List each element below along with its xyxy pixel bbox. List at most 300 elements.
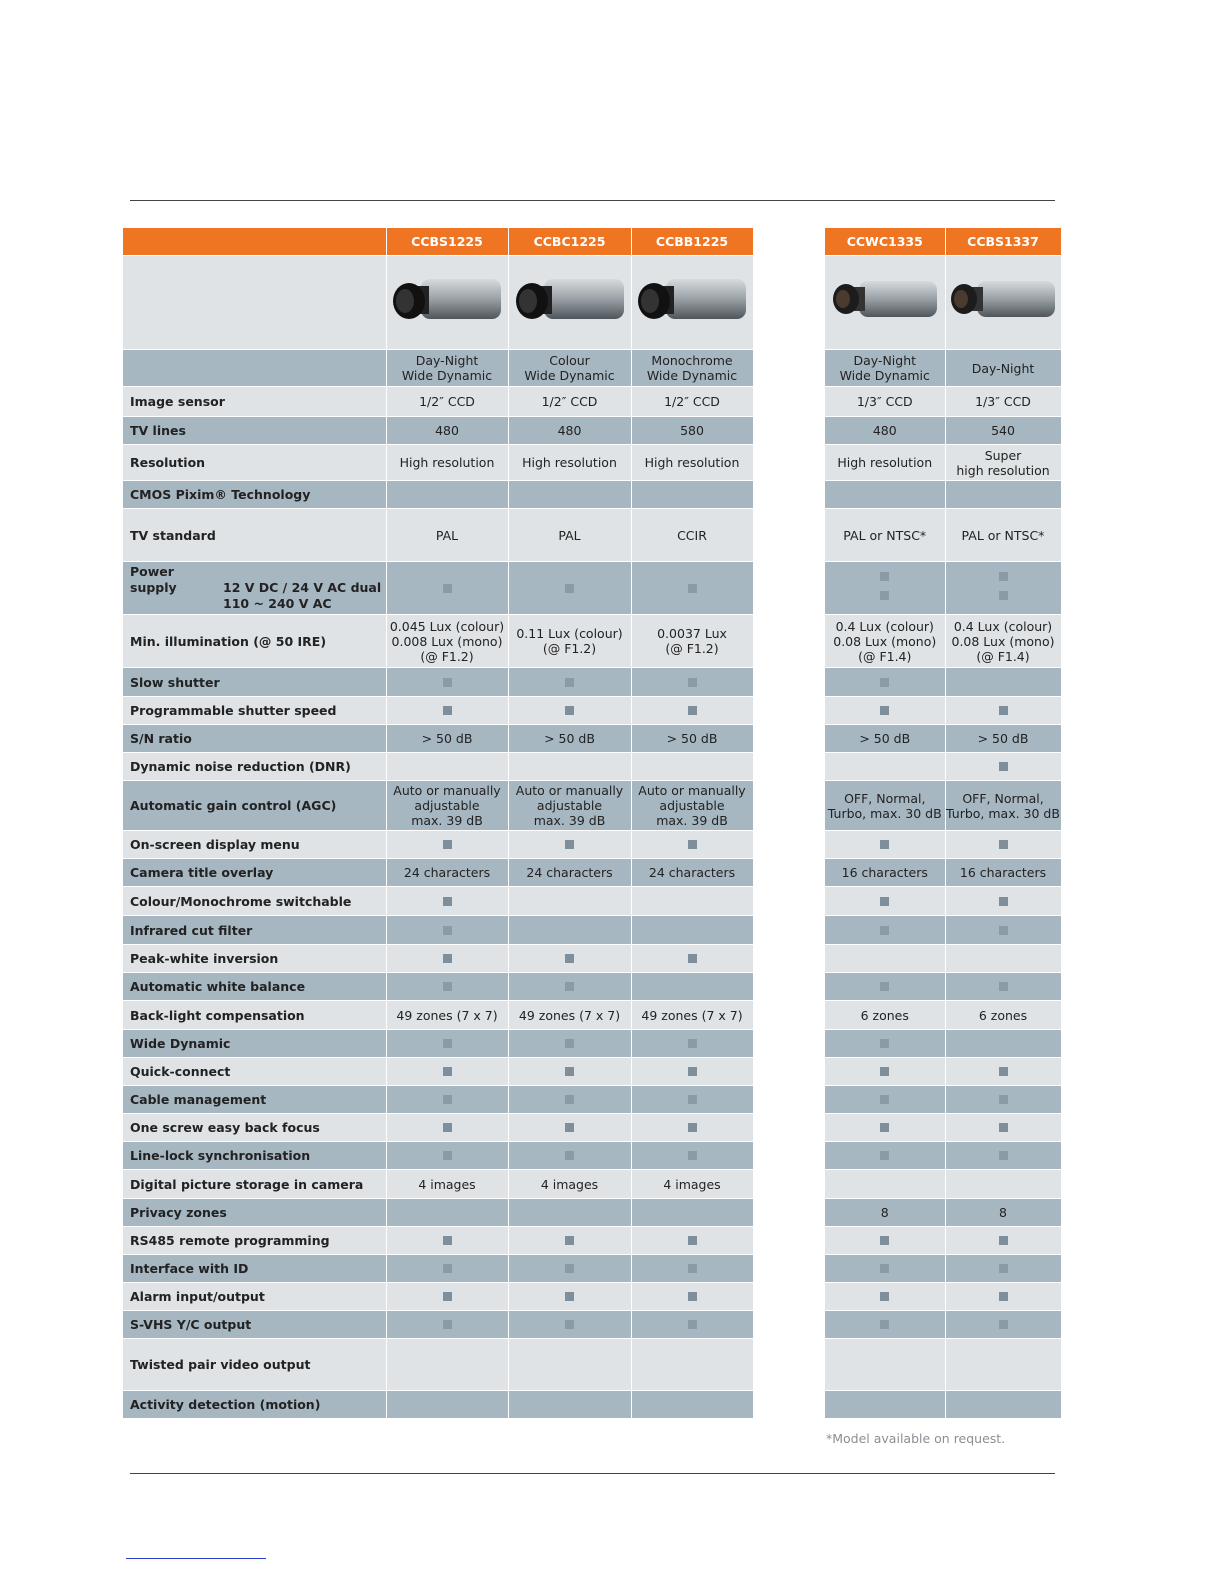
feature-marker <box>443 1151 452 1160</box>
spec-cell: 8 <box>945 1199 1061 1227</box>
spec-row <box>123 1199 1061 1227</box>
spec-cell <box>386 1142 508 1170</box>
spec-cell <box>631 697 753 725</box>
spec-cell <box>825 887 945 916</box>
spec-label: Back-light compensation <box>123 1001 386 1030</box>
spec-row <box>123 831 1061 859</box>
feature-marker <box>565 1236 574 1245</box>
spec-cell <box>825 831 945 859</box>
spec-row <box>123 562 1061 615</box>
spec-label: Quick-connect <box>123 1058 386 1086</box>
spec-cell: 49 zones (7 x 7) <box>386 1001 508 1030</box>
spec-cell <box>631 1227 753 1255</box>
feature-marker <box>443 1264 452 1273</box>
camera-icon <box>514 273 626 329</box>
spec-cell: 0.4 Lux (colour) 0.08 Lux (mono) (@ F1.4) <box>825 615 945 668</box>
spec-cell <box>631 1391 753 1419</box>
spec-row <box>123 1227 1061 1255</box>
spec-cell: PAL <box>386 509 508 562</box>
feature-marker <box>565 1067 574 1076</box>
spec-row <box>123 1255 1061 1283</box>
camera-icon <box>947 273 1059 329</box>
feature-marker <box>880 1264 889 1273</box>
feature-marker <box>565 1123 574 1132</box>
feature-marker <box>443 1123 452 1132</box>
spec-cell: OFF, Normal, Turbo, max. 30 dB <box>825 781 945 831</box>
spec-label: TV lines <box>123 417 386 445</box>
spec-cell <box>386 668 508 697</box>
spec-cell <box>508 887 631 916</box>
spec-cell: 480 <box>825 417 945 445</box>
spec-cell: > 50 dB <box>508 725 631 753</box>
spec-cell <box>386 1030 508 1058</box>
spec-cell <box>631 1142 753 1170</box>
spec-row <box>123 668 1061 697</box>
spec-row <box>123 481 1061 509</box>
feature-marker <box>443 897 452 906</box>
spec-cell: 6 zones <box>825 1001 945 1030</box>
spec-cell <box>825 1058 945 1086</box>
spec-cell: 480 <box>508 417 631 445</box>
feature-marker <box>565 840 574 849</box>
spec-row <box>123 1283 1061 1311</box>
spec-cell <box>945 1114 1061 1142</box>
feature-marker <box>999 897 1008 906</box>
variant-cell: Day-Night Wide Dynamic <box>386 350 508 387</box>
spec-cell: Auto or manually adjustable max. 39 dB <box>631 781 753 831</box>
model-header: CCWC1335 <box>825 228 945 256</box>
spec-label: Programmable shutter speed <box>123 697 386 725</box>
spec-cell: 4 images <box>508 1170 631 1199</box>
model-header: CCBB1225 <box>631 228 753 256</box>
spec-cell <box>631 1030 753 1058</box>
spec-row <box>123 1001 1061 1030</box>
feature-marker <box>880 1320 889 1329</box>
spec-row <box>123 887 1061 916</box>
camera-image <box>825 256 945 350</box>
spec-label <box>123 562 386 615</box>
spec-row <box>123 1030 1061 1058</box>
top-rule <box>130 200 1055 201</box>
feature-marker <box>880 840 889 849</box>
spec-cell: 480 <box>386 417 508 445</box>
spec-cell <box>825 1170 945 1199</box>
spec-label: Automatic white balance <box>123 973 386 1001</box>
spec-label: One screw easy back focus <box>123 1114 386 1142</box>
spec-cell <box>386 945 508 973</box>
spec-cell <box>508 562 631 615</box>
feature-marker <box>999 572 1008 581</box>
spec-cell <box>386 697 508 725</box>
feature-marker <box>443 1095 452 1104</box>
spec-label: S-VHS Y/C output <box>123 1311 386 1339</box>
feature-marker <box>880 1151 889 1160</box>
spec-cell <box>945 1391 1061 1419</box>
feature-marker <box>688 1095 697 1104</box>
spec-cell <box>945 753 1061 781</box>
spec-cell <box>386 1255 508 1283</box>
spec-cell: 49 zones (7 x 7) <box>508 1001 631 1030</box>
spec-cell <box>508 1142 631 1170</box>
variant-cell: Day-Night Wide Dynamic <box>825 350 945 387</box>
spec-cell <box>945 668 1061 697</box>
spec-cell <box>508 1199 631 1227</box>
feature-marker <box>688 706 697 715</box>
feature-marker <box>880 1039 889 1048</box>
spec-row <box>123 916 1061 945</box>
feature-marker <box>443 1320 452 1329</box>
feature-marker <box>880 572 889 581</box>
spec-cell: High resolution <box>386 445 508 481</box>
spec-label: Automatic gain control (AGC) <box>123 781 386 831</box>
feature-marker <box>880 678 889 687</box>
spec-cell <box>945 1170 1061 1199</box>
variant-cell: Monochrome Wide Dynamic <box>631 350 753 387</box>
feature-marker <box>688 1039 697 1048</box>
spec-cell: 1/2″ CCD <box>386 387 508 417</box>
spec-cell: 0.0037 Lux (@ F1.2) <box>631 615 753 668</box>
spec-table <box>123 228 1062 1419</box>
spec-row <box>123 973 1061 1001</box>
feature-marker <box>688 1264 697 1273</box>
feature-marker <box>688 584 697 593</box>
spec-cell: 24 characters <box>386 859 508 887</box>
spec-cell <box>825 945 945 973</box>
feature-marker <box>443 926 452 935</box>
spec-cell: High resolution <box>631 445 753 481</box>
variant-cell: Colour Wide Dynamic <box>508 350 631 387</box>
feature-marker <box>443 1067 452 1076</box>
spec-cell <box>631 1255 753 1283</box>
feature-marker <box>688 840 697 849</box>
spec-cell <box>945 887 1061 916</box>
spec-cell <box>508 1391 631 1419</box>
camera-image <box>508 256 631 350</box>
spec-label: Cable management <box>123 1086 386 1114</box>
spec-cell <box>825 1391 945 1419</box>
spec-cell <box>631 831 753 859</box>
spec-cell <box>631 1283 753 1311</box>
spec-cell <box>386 1058 508 1086</box>
spec-cell: 16 characters <box>825 859 945 887</box>
feature-marker <box>565 1151 574 1160</box>
spec-cell <box>945 1142 1061 1170</box>
spec-cell <box>508 973 631 1001</box>
feature-marker <box>999 1292 1008 1301</box>
feature-marker <box>688 1236 697 1245</box>
spec-cell <box>945 1086 1061 1114</box>
spec-cell: Auto or manually adjustable max. 39 dB <box>386 781 508 831</box>
spec-cell <box>386 1311 508 1339</box>
photo-row <box>123 256 1061 350</box>
feature-marker <box>999 840 1008 849</box>
spec-cell <box>825 697 945 725</box>
spec-row <box>123 387 1061 417</box>
spec-row <box>123 1058 1061 1086</box>
feature-marker <box>880 1292 889 1301</box>
spec-cell <box>631 562 753 615</box>
spec-cell <box>386 916 508 945</box>
spec-cell: Auto or manually adjustable max. 39 dB <box>508 781 631 831</box>
spec-row <box>123 1142 1061 1170</box>
feature-marker <box>688 1320 697 1329</box>
spec-cell <box>386 1391 508 1419</box>
spec-cell <box>631 1311 753 1339</box>
spec-label: RS485 remote programming <box>123 1227 386 1255</box>
spec-cell <box>386 1227 508 1255</box>
spec-row <box>123 509 1061 562</box>
feature-marker <box>443 954 452 963</box>
spec-label: Privacy zones <box>123 1199 386 1227</box>
feature-marker <box>999 1095 1008 1104</box>
feature-marker <box>999 762 1008 771</box>
spec-label: Min. illumination (@ 50 IRE) <box>123 615 386 668</box>
spec-cell <box>508 481 631 509</box>
feature-marker <box>688 1067 697 1076</box>
feature-marker <box>443 840 452 849</box>
spec-cell: 0.11 Lux (colour) (@ F1.2) <box>508 615 631 668</box>
spec-cell <box>386 1086 508 1114</box>
spec-cell <box>508 945 631 973</box>
spec-row <box>123 445 1061 481</box>
feature-marker <box>880 1067 889 1076</box>
spec-label: Digital picture storage in camera <box>123 1170 386 1199</box>
feature-marker <box>880 897 889 906</box>
spec-label: Image sensor <box>123 387 386 417</box>
feature-marker <box>565 954 574 963</box>
spec-cell <box>508 697 631 725</box>
spec-label: Wide Dynamic <box>123 1030 386 1058</box>
spec-label: Resolution <box>123 445 386 481</box>
model-header: CCBS1225 <box>386 228 508 256</box>
spec-row <box>123 1391 1061 1419</box>
camera-icon <box>829 273 941 329</box>
spec-row <box>123 1114 1061 1142</box>
spec-cell: 1/3″ CCD <box>825 387 945 417</box>
feature-marker <box>999 1151 1008 1160</box>
spec-cell <box>825 1311 945 1339</box>
model-header: CCBC1225 <box>508 228 631 256</box>
spec-cell <box>945 562 1061 615</box>
spec-cell <box>945 1058 1061 1086</box>
spec-cell <box>945 481 1061 509</box>
footnote: *Model available on request. <box>826 1431 1006 1446</box>
spec-cell: CCIR <box>631 509 753 562</box>
spec-cell: 24 characters <box>508 859 631 887</box>
feature-marker <box>688 678 697 687</box>
spec-cell <box>631 753 753 781</box>
spec-cell: High resolution <box>508 445 631 481</box>
spec-label-option: 12 V DC / 24 V AC dual <box>223 580 382 595</box>
spec-cell <box>508 1086 631 1114</box>
spec-cell <box>825 1114 945 1142</box>
spec-cell <box>631 1339 753 1391</box>
feature-marker <box>443 1236 452 1245</box>
spec-cell <box>825 973 945 1001</box>
spec-cell: > 50 dB <box>631 725 753 753</box>
spec-label: TV standard <box>123 509 386 562</box>
spec-cell: OFF, Normal, Turbo, max. 30 dB <box>945 781 1061 831</box>
spec-cell <box>631 916 753 945</box>
feature-marker <box>999 1320 1008 1329</box>
spec-label: Infrared cut filter <box>123 916 386 945</box>
spec-cell <box>386 1283 508 1311</box>
spec-cell <box>631 1086 753 1114</box>
spec-cell: 1/2″ CCD <box>508 387 631 417</box>
spec-cell <box>386 1114 508 1142</box>
spec-cell: PAL <box>508 509 631 562</box>
feature-marker <box>880 1095 889 1104</box>
spec-cell <box>945 1311 1061 1339</box>
variant-row <box>123 350 1061 387</box>
feature-marker <box>443 678 452 687</box>
spec-label-text: Power supply <box>130 564 177 595</box>
spec-cell <box>945 1030 1061 1058</box>
spec-cell <box>631 973 753 1001</box>
spec-cell: 4 images <box>631 1170 753 1199</box>
spec-label: Interface with ID <box>123 1255 386 1283</box>
spec-cell <box>386 753 508 781</box>
spec-cell <box>631 945 753 973</box>
feature-marker <box>443 1292 452 1301</box>
spec-cell <box>386 831 508 859</box>
spec-label: Camera title overlay <box>123 859 386 887</box>
spec-cell <box>825 1255 945 1283</box>
spec-cell <box>825 753 945 781</box>
spec-cell <box>945 1227 1061 1255</box>
spec-cell: PAL or NTSC* <box>945 509 1061 562</box>
spec-row <box>123 615 1061 668</box>
spec-cell <box>945 916 1061 945</box>
feature-marker <box>443 1039 452 1048</box>
spec-cell: 0.045 Lux (colour) 0.008 Lux (mono) (@ F1.2) <box>386 615 508 668</box>
camera-image <box>631 256 753 350</box>
model-header-row <box>123 228 1061 256</box>
feature-marker <box>565 1292 574 1301</box>
spec-cell <box>945 945 1061 973</box>
feature-marker <box>565 584 574 593</box>
spec-label: On-screen display menu <box>123 831 386 859</box>
spec-label: Activity detection (motion) <box>123 1391 386 1419</box>
spec-cell <box>945 697 1061 725</box>
spec-cell <box>631 1199 753 1227</box>
spec-cell <box>631 1058 753 1086</box>
spec-cell <box>945 831 1061 859</box>
spec-row <box>123 781 1061 831</box>
spec-cell <box>945 1255 1061 1283</box>
spec-label: CMOS Pixim® Technology <box>123 481 386 509</box>
spec-row <box>123 859 1061 887</box>
feature-marker <box>565 1039 574 1048</box>
feature-marker <box>880 1123 889 1132</box>
spec-cell <box>945 973 1061 1001</box>
feature-marker <box>999 926 1008 935</box>
spec-cell <box>508 753 631 781</box>
spec-cell: 49 zones (7 x 7) <box>631 1001 753 1030</box>
feature-marker <box>443 584 452 593</box>
feature-marker <box>443 982 452 991</box>
spec-cell: 16 characters <box>945 859 1061 887</box>
feature-marker <box>565 706 574 715</box>
feature-marker <box>999 1123 1008 1132</box>
spec-cell <box>825 1142 945 1170</box>
spec-cell: Super high resolution <box>945 445 1061 481</box>
feature-marker <box>688 954 697 963</box>
spec-cell: > 50 dB <box>386 725 508 753</box>
spec-cell <box>386 1339 508 1391</box>
spec-label: Alarm input/output <box>123 1283 386 1311</box>
spec-cell <box>825 1227 945 1255</box>
spec-cell <box>631 887 753 916</box>
spec-cell <box>508 1339 631 1391</box>
spec-cell: > 50 dB <box>945 725 1061 753</box>
feature-marker <box>688 1292 697 1301</box>
feature-marker <box>880 706 889 715</box>
spec-label: Peak-white inversion <box>123 945 386 973</box>
spec-row <box>123 1170 1061 1199</box>
feature-marker <box>999 1264 1008 1273</box>
spec-cell: 580 <box>631 417 753 445</box>
spec-cell <box>825 1339 945 1391</box>
spec-cell <box>825 1086 945 1114</box>
spec-label: Dynamic noise reduction (DNR) <box>123 753 386 781</box>
spec-cell: 8 <box>825 1199 945 1227</box>
feature-marker <box>688 1123 697 1132</box>
camera-icon <box>636 273 748 329</box>
feature-marker <box>999 591 1008 600</box>
variant-cell: Day-Night <box>945 350 1061 387</box>
header-blank <box>123 228 386 256</box>
spec-cell <box>508 1255 631 1283</box>
model-header: CCBS1337 <box>945 228 1061 256</box>
feature-marker <box>880 591 889 600</box>
camera-image <box>945 256 1061 350</box>
spec-cell <box>386 973 508 1001</box>
feature-marker <box>999 1067 1008 1076</box>
spec-cell: 1/3″ CCD <box>945 387 1061 417</box>
spec-cell <box>508 831 631 859</box>
spec-cell <box>508 1030 631 1058</box>
spec-cell <box>825 481 945 509</box>
feature-marker <box>999 706 1008 715</box>
spec-cell: 6 zones <box>945 1001 1061 1030</box>
feature-marker <box>565 1095 574 1104</box>
feature-marker <box>565 982 574 991</box>
spec-cell: 0.4 Lux (colour) 0.08 Lux (mono) (@ F1.4) <box>945 615 1061 668</box>
spec-label: Line-lock synchronisation <box>123 1142 386 1170</box>
camera-image <box>386 256 508 350</box>
footer-link-underline <box>126 1558 266 1559</box>
feature-marker <box>565 1320 574 1329</box>
spec-cell <box>508 1283 631 1311</box>
feature-marker <box>880 926 889 935</box>
spec-label-option: 110 ~ 240 V AC <box>223 596 332 611</box>
spec-row <box>123 1311 1061 1339</box>
spec-row <box>123 753 1061 781</box>
spec-cell <box>631 481 753 509</box>
spec-row <box>123 1086 1061 1114</box>
spec-cell <box>386 887 508 916</box>
spec-cell: > 50 dB <box>825 725 945 753</box>
spec-row <box>123 697 1061 725</box>
spec-label: Colour/Monochrome switchable <box>123 887 386 916</box>
spec-row <box>123 945 1061 973</box>
spec-cell <box>825 1283 945 1311</box>
feature-marker <box>999 982 1008 991</box>
spec-cell <box>508 916 631 945</box>
spec-cell <box>945 1339 1061 1391</box>
spec-cell <box>825 916 945 945</box>
